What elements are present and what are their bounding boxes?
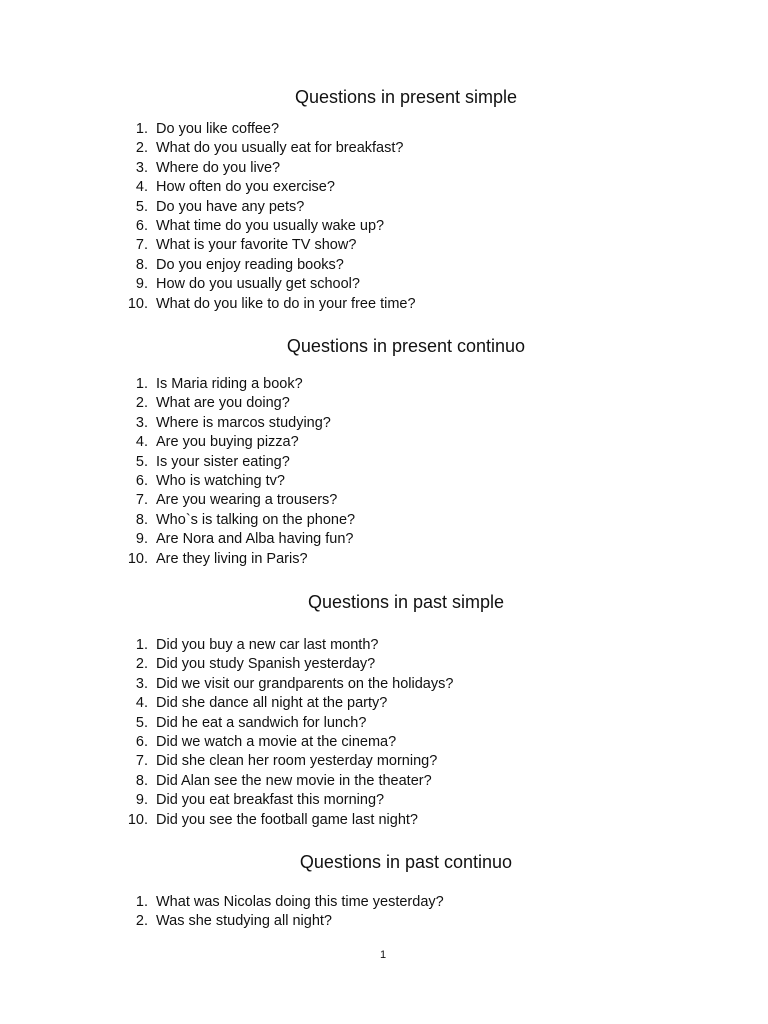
- list-item: 4. Did she dance all night at the party?: [135, 695, 388, 712]
- list-item: 3. Did we visit our grandparents on the holidays?: [135, 675, 454, 692]
- section-title: Questions in past simple: [307, 592, 505, 612]
- list-item: 4. Are you buying pizza?: [135, 434, 299, 451]
- list-item: 6. Did we watch a movie at the cinema?: [135, 733, 397, 750]
- question-list: [0, 893, 768, 932]
- list-item: 5. Do you have any pets?: [135, 198, 305, 215]
- list-item: 7. Are you wearing a trousers?: [135, 492, 338, 509]
- section-title: Questions in past continuo: [299, 852, 513, 872]
- list-item: 3. Where is marcos studying?: [135, 414, 331, 431]
- list-item: 2. Was she studying all night?: [135, 913, 332, 930]
- list-item: 9. Did you eat breakfast this morning?: [135, 792, 385, 809]
- list-item: 6. Who is watching tv?: [135, 472, 285, 489]
- list-item: 3. Where do you live?: [135, 159, 281, 176]
- list-item: 2. What do you usually eat for breakfast?: [135, 140, 404, 157]
- list-item: 10. What do you like to do in your free time?: [127, 295, 416, 312]
- list-item: 6. What time do you usually wake up?: [135, 217, 385, 234]
- question-list: [0, 636, 768, 830]
- list-item: 2. What are you doing?: [135, 395, 290, 412]
- list-item: 10. Did you see the football game last night?: [127, 811, 418, 828]
- list-item: 9. Are Nora and Alba having fun?: [135, 531, 354, 548]
- list-item: 7. What is your favorite TV show?: [135, 237, 357, 254]
- list-item: 4. How often do you exercise?: [135, 179, 335, 196]
- list-item: 7. Did she clean her room yesterday morning?: [135, 753, 438, 770]
- list-item: 9. How do you usually get school?: [135, 276, 360, 293]
- page-number: 1: [379, 949, 387, 961]
- list-item: 1. Is Maria riding a book?: [135, 376, 303, 392]
- list-item: 8. Did Alan see the new movie in the theater?: [135, 772, 432, 789]
- question-list: [0, 375, 768, 569]
- question-list: [0, 120, 768, 314]
- list-item: 1. Do you like coffee?: [135, 121, 280, 137]
- list-item: 5. Is your sister eating?: [135, 453, 290, 470]
- section-title: Questions in present continuo: [286, 336, 526, 356]
- list-item: 5. Did he eat a sandwich for lunch?: [135, 714, 367, 731]
- section-title: Questions in present simple: [294, 87, 518, 107]
- list-item: 8. Do you enjoy reading books?: [135, 256, 344, 273]
- list-item: 2. Did you study Spanish yesterday?: [135, 656, 376, 673]
- list-item: 1. What was Nicolas doing this time yesterday?: [135, 894, 444, 910]
- list-item: 10. Are they living in Paris?: [127, 550, 308, 567]
- list-item: 1. Did you buy a new car last month?: [135, 637, 379, 653]
- list-item: 8. Who`s is talking on the phone?: [135, 511, 356, 528]
